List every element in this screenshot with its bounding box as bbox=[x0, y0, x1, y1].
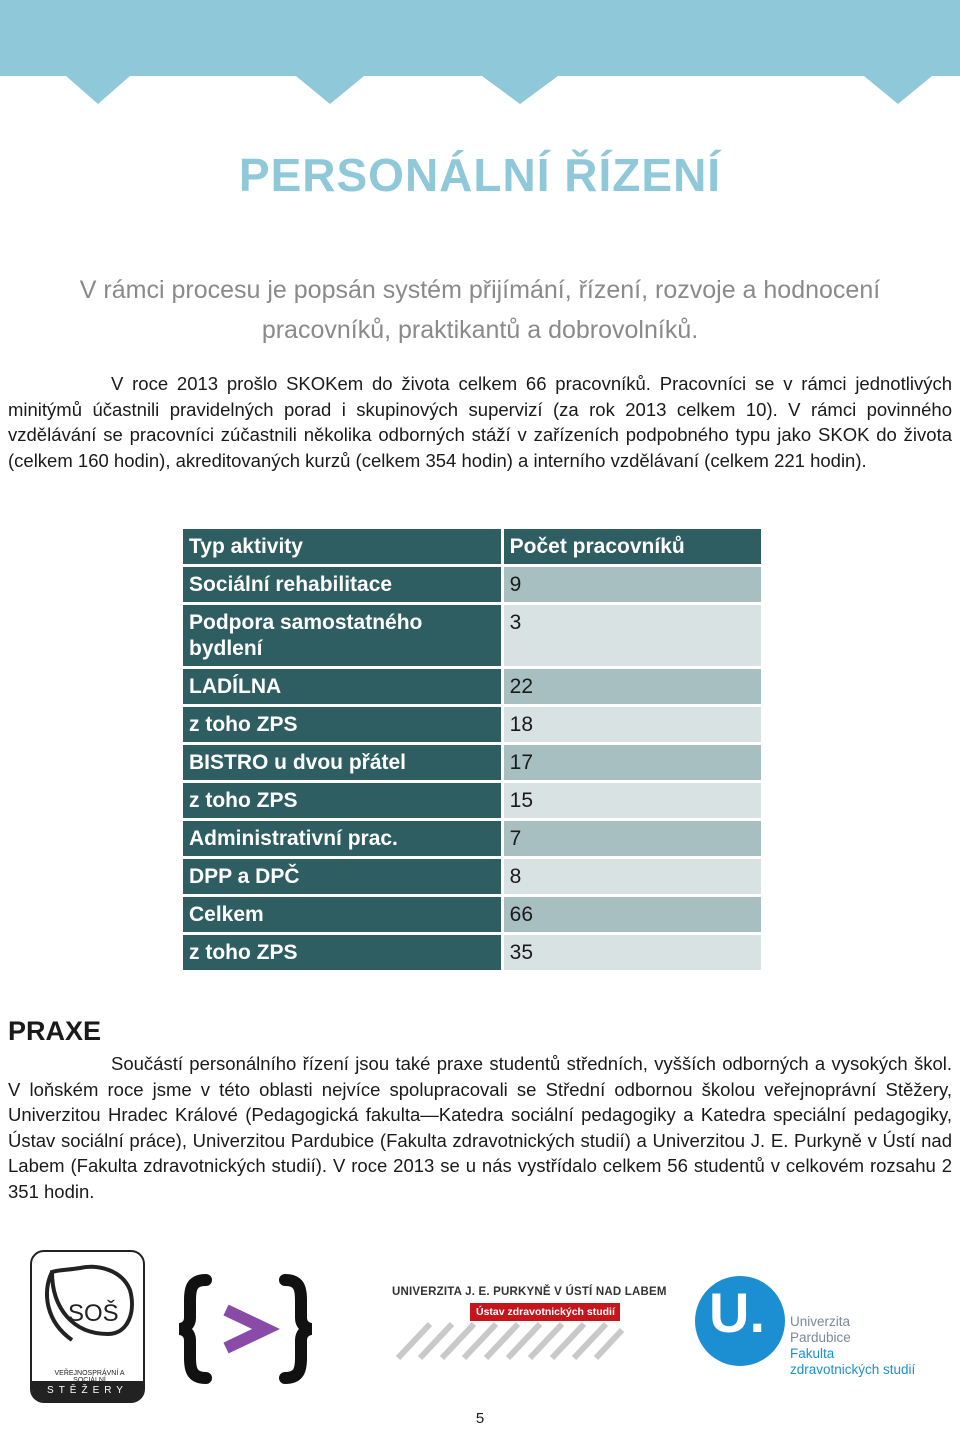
upa-u-letter: U. bbox=[709, 1281, 765, 1344]
row-value: 3 bbox=[504, 605, 761, 666]
activity-table bbox=[180, 526, 764, 973]
row-value: 66 bbox=[504, 897, 761, 932]
table-row bbox=[183, 669, 761, 704]
table-row bbox=[183, 605, 761, 666]
sos-stezery-logo bbox=[30, 1250, 145, 1403]
partner-logos bbox=[0, 1248, 960, 1408]
row-value: 15 bbox=[504, 783, 761, 818]
intro-paragraph-text: V roce 2013 prošlo SKOKem do života celkem 66 pracovníků. Pracovníci se v rámci jednotlivých minitýmů účastnili pravidelných porad i skupinových supervizí (za rok 2013 celkem 10). V rámci povinného vzdělávání se pracovníci zúčastnili několika odborných stáží v zařízeních podpobného typu jako SKOK do života (celkem 160 hodin), akreditovaných kurzů (celkem 354 hodin) a interního vzdělávaní (celkem 221 hodin). bbox=[8, 373, 952, 471]
table-row bbox=[183, 567, 761, 602]
ujep-title: UNIVERZITA J. E. PURKYNĚ V ÚSTÍ NAD LABEM bbox=[392, 1286, 667, 1298]
row-value: 18 bbox=[504, 707, 761, 742]
upa-line: Fakulta bbox=[790, 1346, 835, 1361]
row-value: 35 bbox=[504, 935, 761, 970]
praxe-paragraph bbox=[8, 1051, 952, 1204]
table-row bbox=[183, 859, 761, 894]
row-value: 22 bbox=[504, 669, 761, 704]
ujep-faculty: Ústav zdravotnických studií bbox=[470, 1303, 620, 1321]
upa-circle-icon bbox=[695, 1276, 785, 1366]
praxe-heading: PRAXE bbox=[8, 1016, 102, 1046]
table-row bbox=[183, 821, 761, 856]
row-label: z toho ZPS bbox=[183, 783, 501, 818]
row-label: LADÍLNA bbox=[183, 669, 501, 704]
row-label: Podpora samostatného bydlení bbox=[183, 605, 501, 666]
upa-line: Pardubice bbox=[790, 1330, 851, 1345]
row-label: Celkem bbox=[183, 897, 501, 932]
ujep-stripes-icon bbox=[390, 1286, 625, 1366]
intro-paragraph bbox=[8, 371, 952, 473]
ujep-logo bbox=[390, 1286, 667, 1366]
brace-chevron-icon bbox=[178, 1274, 313, 1384]
page-subtitle: V rámci procesu je popsán systém přijímání, řízení, rozvoje a hodnocení pracovníků, praktikantů a dobrovolníků. bbox=[79, 276, 881, 344]
row-label: DPP a DPČ bbox=[183, 859, 501, 894]
row-label: z toho ZPS bbox=[183, 935, 501, 970]
sos-subtitle: VEŘEJNOSPRÁVNÍ A bbox=[54, 1370, 125, 1377]
table-row bbox=[183, 897, 761, 932]
table-row bbox=[183, 707, 761, 742]
sos-place: STĚŽERY bbox=[32, 1381, 143, 1401]
upa-logo bbox=[695, 1274, 935, 1384]
header-cell-count: Počet pracovníků bbox=[504, 529, 761, 564]
praxe-paragraph-text: Součástí personálního řízení jsou také praxe studentů středních, vyšších odborných a vysokých škol. V loňském roce jsme v této oblasti nejvíce spolupracovali se Střední odbornou školou veřejnoprávní Stěžery, Univerzitou Hradec Králové (Pedagogická fakulta—Katedra sociální pedagogiky a Katedra speciální pedagogiky, Ústav sociální práce), Univerzitou Pardubice (Fakulta zdravotnických studií) a Univerzitou J. E. Purkyně v Ústí nad Labem (Fakulta zdravotnických studií). V roce 2013 se u nás vystřídalo celkem 56 studentů v celkovém rozsahu 2 351 hodin. bbox=[8, 1053, 952, 1202]
row-label: BISTRO u dvou přátel bbox=[183, 745, 501, 780]
page-title: PERSONÁLNÍ ŘÍZENÍ bbox=[238, 149, 722, 201]
table-row bbox=[183, 783, 761, 818]
table-row bbox=[183, 745, 761, 780]
upa-line: zdravotnických studií bbox=[790, 1362, 916, 1377]
upa-line: Univerzita bbox=[790, 1314, 851, 1329]
row-value: 8 bbox=[504, 859, 761, 894]
table-row bbox=[183, 935, 761, 970]
banner-shape bbox=[0, 0, 960, 110]
header-cell-type: Typ aktivity bbox=[183, 529, 501, 564]
sos-name: SOŠ bbox=[68, 1300, 119, 1327]
row-label: Administrativní prac. bbox=[183, 821, 501, 856]
row-value: 9 bbox=[504, 567, 761, 602]
row-label: z toho ZPS bbox=[183, 707, 501, 742]
row-value: 17 bbox=[504, 745, 761, 780]
table-header-row bbox=[183, 529, 761, 564]
upa-text bbox=[790, 1314, 915, 1378]
row-label: Sociální rehabilitace bbox=[183, 567, 501, 602]
header-banner bbox=[0, 0, 960, 110]
row-value: 7 bbox=[504, 821, 761, 856]
brace-logo bbox=[178, 1274, 313, 1384]
page-number: 5 bbox=[475, 1410, 485, 1427]
